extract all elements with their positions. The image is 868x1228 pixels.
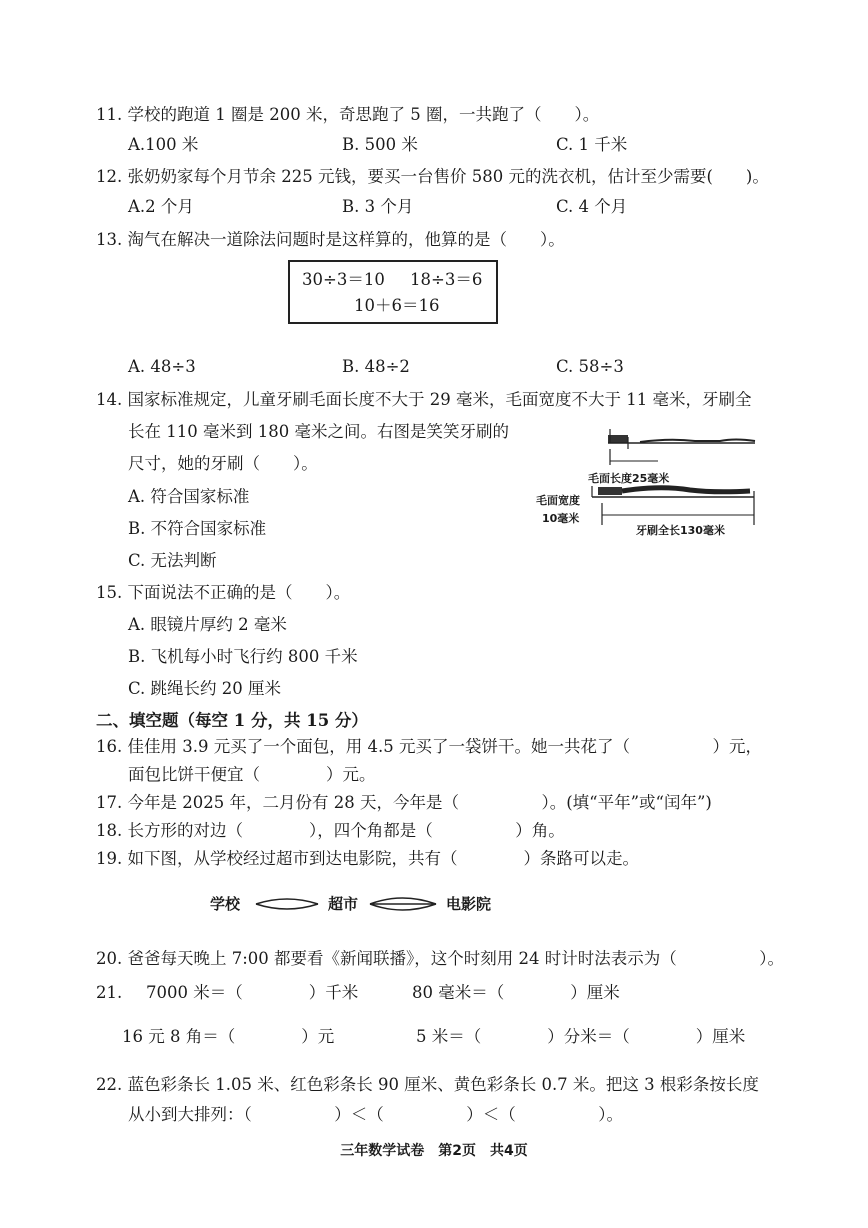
bristle-width-label-2: 10毫米 [542, 512, 580, 525]
q13-calc-3: 10＋6＝16 [354, 296, 440, 315]
q14-option-a: A. 符合国家标准 [128, 487, 250, 506]
route-cinema-label: 电影院 [446, 895, 492, 913]
q14-option-c: C. 无法判断 [128, 551, 217, 570]
q19-text: 19. 如下图，从学校经过超市到达电影院，共有（ ）条路可以走。 [96, 849, 639, 868]
bristle-width-label-1: 毛面宽度 [536, 494, 580, 507]
q13-calc-2: 18÷3＝6 [410, 270, 483, 289]
q17-text: 17. 今年是 2025 年，二月份有 28 天，今年是（ ）。(填“平年”或“闰年”) [96, 793, 712, 812]
q14-line-2: 长在 110 毫米到 180 毫米之间。右图是笑笑牙刷的 [128, 422, 509, 441]
q15-option-a: A. 眼镜片厚约 2 毫米 [128, 615, 287, 634]
q13-calculation-box [288, 260, 498, 324]
q12-option-a: A.2 个月 [128, 197, 194, 216]
q15-option-b: B. 飞机每小时飞行约 800 千米 [128, 647, 358, 666]
q16-line-2: 面包比饼干便宜（ ）元。 [128, 765, 376, 784]
route-market-label: 超市 [328, 895, 359, 913]
toothbrush-top-icon [608, 429, 755, 449]
q13-option-a: A. 48÷3 [128, 357, 196, 376]
q12-option-c: C. 4 个月 [556, 197, 628, 216]
q13-text: 13. 淘气在解决一道除法问题时是这样算的，他算的是（ ）。 [96, 230, 565, 249]
q13-option-b: B. 48÷2 [342, 357, 410, 376]
q22-line-1: 22. 蓝色彩条长 1.05 米、红色彩条长 90 厘米、黄色彩条长 0.7 米。把这 3 根彩条按长度 [96, 1075, 759, 1094]
route-school-label: 学校 [210, 895, 241, 913]
total-length-label: 牙刷全长130毫米 [636, 524, 725, 537]
market-cinema-routes [370, 898, 436, 910]
route-diagram [250, 890, 450, 918]
q22-line-2: 从小到大排列：（ ）＜（ ）＜（ ）。 [128, 1105, 623, 1124]
q15-option-c: C. 跳绳长约 20 厘米 [128, 679, 282, 698]
q14-line-3: 尺寸，她的牙刷（ ）。 [128, 454, 318, 473]
q14-line-1: 14. 国家标准规定，儿童牙刷毛面长度不大于 29 毫米，毛面宽度不大于 11 毫米，牙刷全 [96, 390, 752, 409]
q11-option-a: A.100 米 [128, 135, 199, 154]
page-footer: 三年数学试卷 第2页 共4页 [340, 1143, 528, 1159]
q12-text: 12. 张奶奶家每个月节余 225 元钱，要买一台售价 580 元的洗衣机，估计至少需要( )。 [96, 167, 769, 186]
q21-part-c: 16 元 8 角＝（ ）元 [122, 1027, 335, 1046]
q21-number: 21. [96, 983, 123, 1002]
q11-option-c: C. 1 千米 [556, 135, 628, 154]
q21-part-d: 5 米＝（ ）分米＝（ ）厘米 [416, 1027, 746, 1046]
q12-option-b: B. 3 个月 [342, 197, 414, 216]
school-market-routes [256, 899, 318, 909]
q11-option-b: B. 500 米 [342, 135, 418, 154]
q20-text: 20. 爸爸每天晚上 7:00 都要看《新闻联播》，这个时刻用 24 时计时法表示为（ ）。 [96, 949, 785, 968]
q16-line-1: 16. 佳佳用 3.9 元买了一个面包，用 4.5 元买了一袋饼干。她一共花了（ ）元， [96, 737, 762, 756]
q21-part-a: 7000 米＝（ ）千米 [146, 983, 359, 1002]
q18-text: 18. 长方形的对边（ ），四个角都是（ ）角。 [96, 821, 565, 840]
q13-option-c: C. 58÷3 [556, 357, 624, 376]
q13-calc-1: 30÷3＝10 [302, 270, 385, 289]
section-2-heading: 二、填空题（每空 1 分，共 15 分） [96, 711, 368, 730]
q15-text: 15. 下面说法不正确的是（ ）。 [96, 583, 351, 602]
q11-text: 11. 学校的跑道 1 圈是 200 米，奇思跑了 5 圈，一共跑了（ ）。 [96, 105, 600, 124]
bristle-length-label: 毛面长度25毫米 [588, 472, 670, 485]
q14-option-b: B. 不符合国家标准 [128, 519, 267, 538]
q21-part-b: 80 毫米＝（ ）厘米 [412, 983, 620, 1002]
